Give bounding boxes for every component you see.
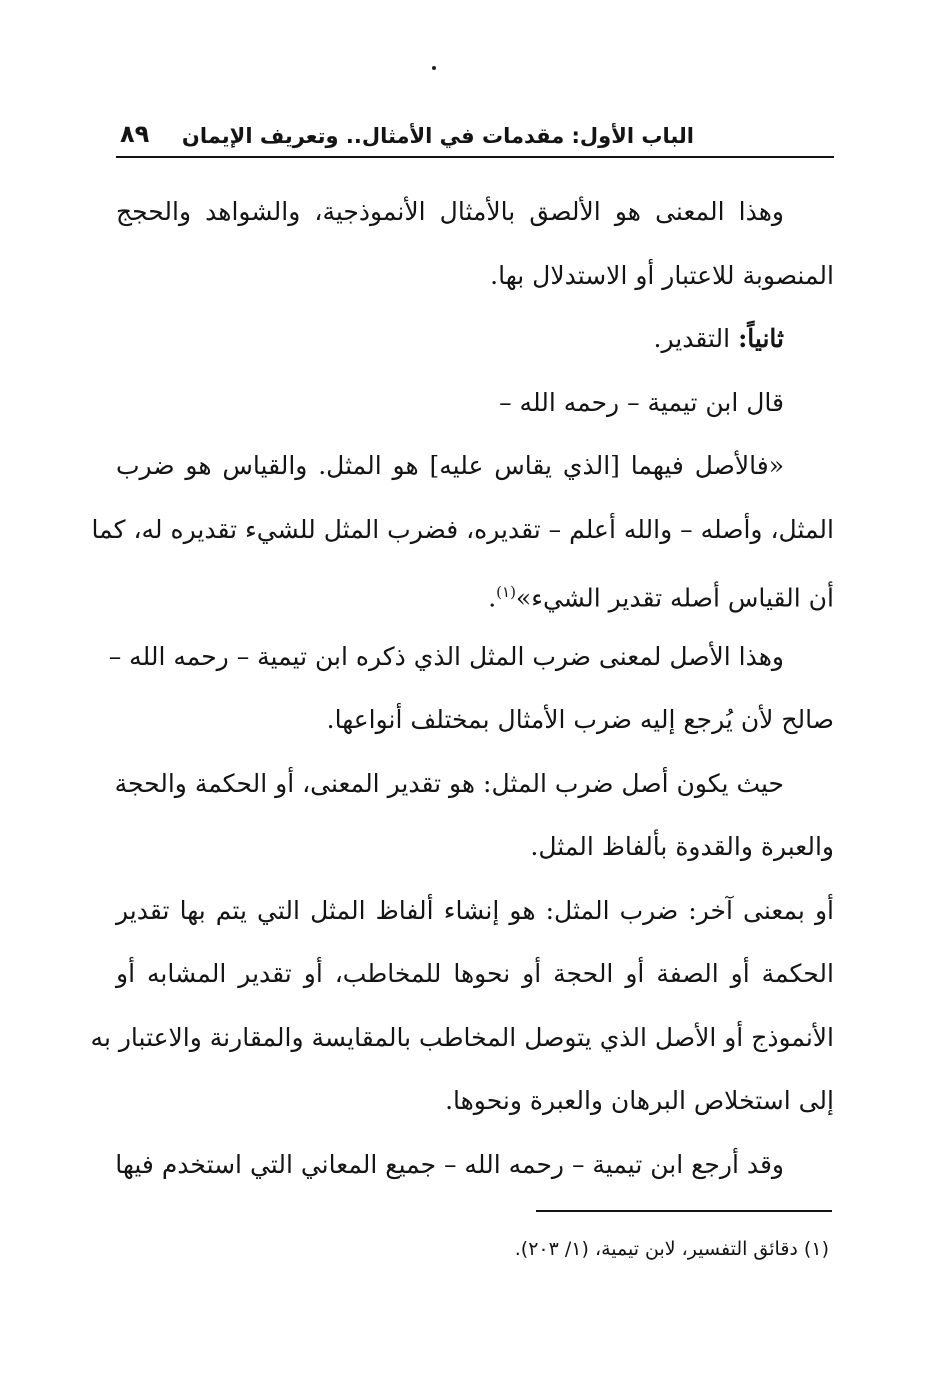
header-title: الباب الأول: مقدمات في الأمثال.. وتعريف الإيمان [181,124,694,148]
text-line: وهذا المعنى هو الألصق بالأمثال الأنموذجية، والشواهد والحجج [116,197,784,226]
section-heading-line [116,307,834,371]
text-line: قال ابن تيمية – رحمه الله – [499,387,784,417]
text-line: الأنموذج أو الأصل الذي يتوصل المخاطب بالمقايسة والمقارنة والاعتبار به [90,1022,834,1052]
running-header [116,118,834,158]
text-line: والعبرة والقدوة بألفاظ المثل. [530,832,834,861]
text-line: المنصوبة للاعتبار أو الاستدلال بها. [490,260,834,290]
body-text [90,180,834,1196]
section-title: التقدير. [653,324,731,353]
text-line: صالح لأن يُرجع إليه ضرب الأمثال بمختلف أنواعها. [326,705,834,734]
footnote-reference: (١) [496,583,516,601]
quote-line: المثل، وأصله – والله أعلم – تقديره، فضرب المثل للشيء تقديره له، كما [91,514,834,544]
quote-line-end [116,561,834,625]
text-line: حيث يكون أصل ضرب المثل: هو تقدير المعنى، أو الحكمة والحجة [114,768,784,798]
text-line: الحكمة أو الصفة أو الحجة أو نحوها للمخاطب، أو تقدير المشابه أو [116,959,834,988]
text-line: أو بمعنى آخر: ضرب المثل: هو إنشاء ألفاظ المثل التي يتم بها تقدير [116,895,834,925]
text-line: وهذا الأصل لمعنى ضرب المثل الذي ذكره ابن تيمية – رحمه الله – [108,641,784,671]
footnote-divider [536,1210,832,1212]
section-label: ثانياً: [738,324,784,353]
quote-end-period: . [488,583,497,613]
footnote: (١) دقائق التفسير، لابن تيمية، (١/ ٢٠٣). [514,1238,829,1260]
text-line: وقد أرجع ابن تيمية – رحمه الله – جميع المعاني التي استخدم فيها [115,1149,784,1179]
page-speck [432,66,436,70]
quote-text: أن القياس أصله تقدير الشيء» [515,583,834,613]
text-line: إلى استخلاص البرهان والعبرة ونحوها. [445,1086,834,1115]
page-number: ٨٩ [120,120,150,148]
quote-line: «فالأصل فيهما [الذي يقاس عليه] هو المثل. والقياس هو ضرب [116,451,784,480]
